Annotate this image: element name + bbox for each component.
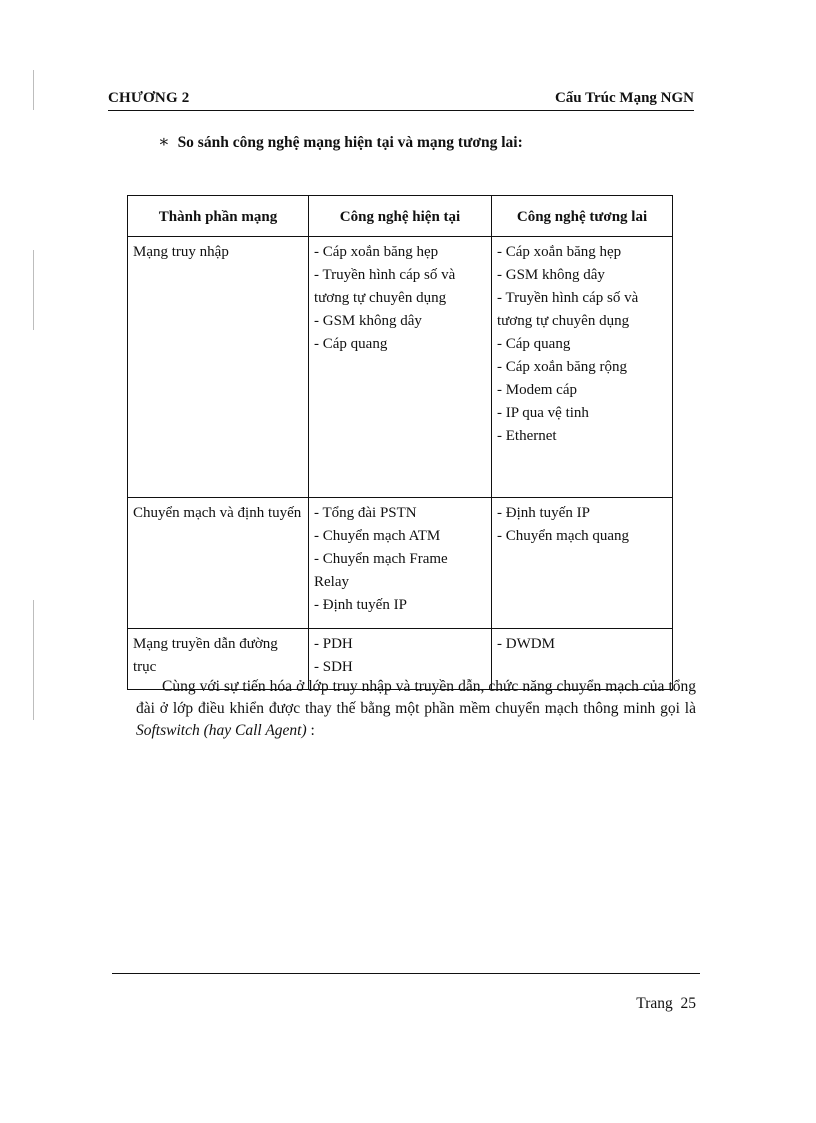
cell-current (309, 498, 492, 629)
list-item: - Cáp xoắn băng rộng (497, 359, 627, 375)
column-header-component: Thành phần mạng (128, 196, 309, 237)
list-item: - Ethernet (497, 428, 557, 444)
list-item: - Cáp xoắn băng hẹp (314, 244, 439, 260)
list-item: - Modem cáp (497, 382, 577, 398)
list-item: - GSM không dây (497, 267, 605, 283)
list-item: - Chuyển mạch Frame Relay (314, 551, 448, 590)
cell-component: Chuyển mạch và định tuyến (128, 498, 309, 629)
list-item: - Cáp xoắn băng hẹp (497, 244, 622, 260)
scan-margin-mark (33, 600, 34, 720)
list-item: - SDH (314, 659, 353, 675)
list-item: - Chuyển mạch ATM (314, 528, 441, 544)
table-row (128, 237, 673, 498)
cell-future (492, 237, 673, 498)
chapter-title: Cấu Trúc Mạng NGN (554, 90, 694, 106)
table-header-row (128, 196, 673, 237)
asterisk-bullet-icon: ∗ (158, 132, 170, 151)
column-header-current: Công nghệ hiện tại (309, 196, 492, 237)
cell-component: Mạng truy nhập (128, 237, 309, 498)
list-item: - Cáp quang (314, 336, 388, 352)
list-item: - GSM không dây (314, 313, 422, 329)
page-number (636, 995, 696, 1013)
footer-divider (112, 973, 700, 974)
list-item: - Truyền hình cáp số và tương tự chuyên dụng (497, 290, 639, 329)
list-item: - PDH (314, 636, 353, 652)
paragraph-tail: : (306, 722, 315, 739)
header-divider (108, 110, 694, 111)
list-item: - Định tuyến IP (497, 505, 590, 521)
body-paragraph (136, 676, 696, 742)
section-heading-text: So sánh công nghệ mạng hiện tại và mạng tương lai: (177, 134, 523, 151)
cell-component: Mạng truyền dẫn đường trục (128, 629, 309, 690)
list-item: - Định tuyến IP (314, 597, 407, 613)
section-heading (158, 132, 523, 152)
list-item: - Chuyển mạch quang (497, 528, 630, 544)
cell-future (492, 498, 673, 629)
scan-margin-mark (33, 70, 34, 110)
column-header-future: Công nghệ tương lai (492, 196, 673, 237)
paragraph-text: Cùng với sự tiến hóa ở lớp truy nhập và truyền dẫn, chức năng chuyển mạch của tổng đài ở lớp điều khiển được thay thế bằng một phần mềm chuyển mạch thông minh gọi là (136, 678, 696, 717)
page-number-value: 25 (680, 995, 696, 1012)
cell-current (309, 237, 492, 498)
list-item: - Tổng đài PSTN (314, 505, 417, 521)
list-item: - Cáp quang (497, 336, 571, 352)
chapter-label: CHƯƠNG 2 (108, 90, 190, 106)
page-label: Trang (636, 995, 673, 1012)
list-item: - Truyền hình cáp số và tương tự chuyên dụng (314, 267, 456, 306)
scan-margin-mark (33, 250, 34, 330)
paragraph-emphasis: Softswitch (hay Call Agent) (136, 722, 307, 739)
list-item: - IP qua vệ tinh (497, 405, 589, 421)
list-item: - DWDM (497, 636, 555, 652)
table-row (128, 498, 673, 629)
comparison-table (127, 195, 673, 690)
